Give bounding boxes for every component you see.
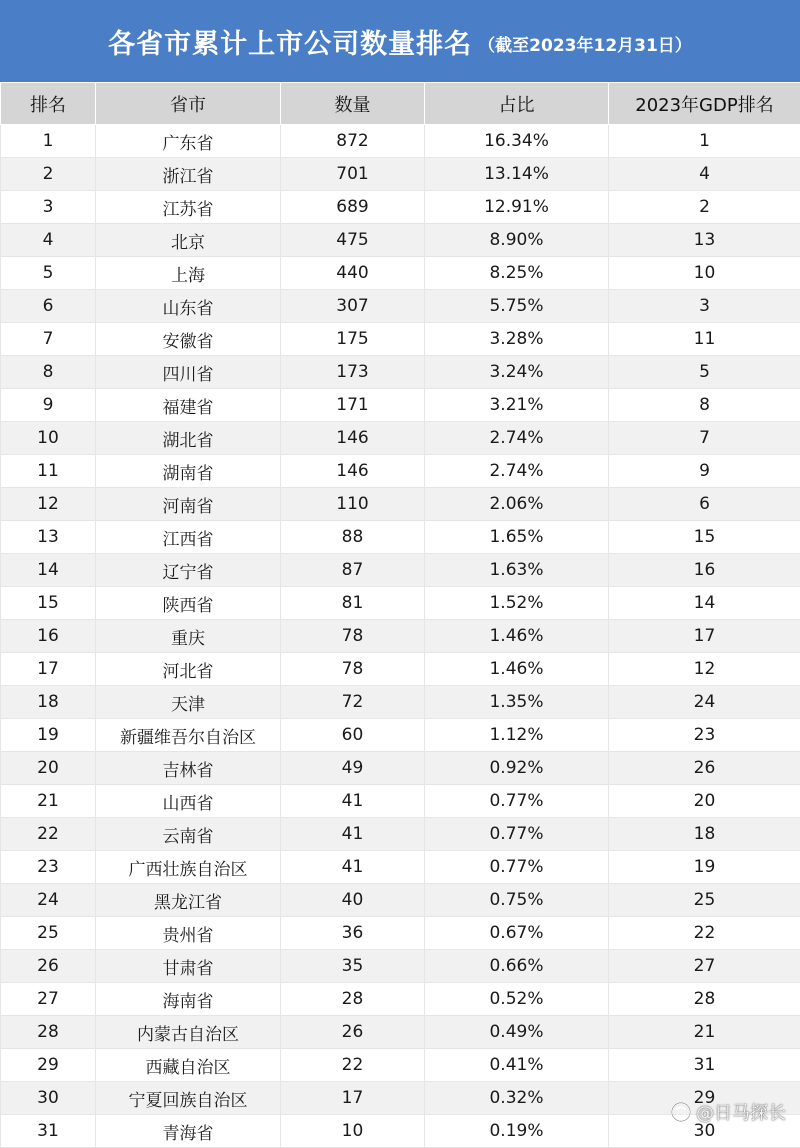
rank-cell: 29: [1, 1049, 96, 1082]
gdp-rank-cell: 11: [609, 323, 800, 356]
table-row: [1, 125, 800, 158]
rank-cell: 11: [1, 455, 96, 488]
gdp-rank-cell: 3: [609, 290, 800, 323]
share-cell: 0.66%: [425, 950, 609, 983]
gdp-rank-cell: 22: [609, 917, 800, 950]
count-cell: 78: [281, 620, 425, 653]
gdp-rank-cell: 24: [609, 686, 800, 719]
province-cell: 陕西省: [96, 587, 281, 620]
province-cell: 湖南省: [96, 455, 281, 488]
rank-cell: 28: [1, 1016, 96, 1049]
province-cell: 浙江省: [96, 158, 281, 191]
share-cell: 0.41%: [425, 1049, 609, 1082]
rank-cell: 9: [1, 389, 96, 422]
rank-cell: 23: [1, 851, 96, 884]
share-cell: 2.74%: [425, 422, 609, 455]
table-row: [1, 620, 800, 653]
count-cell: 40: [281, 884, 425, 917]
share-cell: 1.52%: [425, 587, 609, 620]
rank-cell: 24: [1, 884, 96, 917]
table-row: [1, 422, 800, 455]
count-cell: 41: [281, 818, 425, 851]
gdp-rank-cell: 29: [609, 1082, 800, 1115]
header-share: 占比: [425, 83, 609, 125]
count-cell: 88: [281, 521, 425, 554]
province-cell: 内蒙古自治区: [96, 1016, 281, 1049]
table-row: [1, 1049, 800, 1082]
count-cell: 81: [281, 587, 425, 620]
table-row: [1, 1016, 800, 1049]
table-row: [1, 488, 800, 521]
rank-cell: 14: [1, 554, 96, 587]
table-row: [1, 389, 800, 422]
share-cell: 0.77%: [425, 785, 609, 818]
province-cell: 天津: [96, 686, 281, 719]
share-cell: 0.49%: [425, 1016, 609, 1049]
table-row: [1, 224, 800, 257]
count-cell: 146: [281, 455, 425, 488]
rank-cell: 19: [1, 719, 96, 752]
share-cell: 3.24%: [425, 356, 609, 389]
share-cell: 1.12%: [425, 719, 609, 752]
gdp-rank-cell: 18: [609, 818, 800, 851]
share-cell: 0.67%: [425, 917, 609, 950]
province-cell: 山东省: [96, 290, 281, 323]
province-cell: 北京: [96, 224, 281, 257]
gdp-rank-cell: 6: [609, 488, 800, 521]
page-subtitle: （截至2023年12月31日）: [478, 31, 692, 56]
share-cell: 0.92%: [425, 752, 609, 785]
province-cell: 西藏自治区: [96, 1049, 281, 1082]
count-cell: 475: [281, 224, 425, 257]
province-cell: 甘肃省: [96, 950, 281, 983]
header-province: 省市: [96, 83, 281, 125]
share-cell: 3.28%: [425, 323, 609, 356]
count-cell: 28: [281, 983, 425, 1016]
gdp-rank-cell: 26: [609, 752, 800, 785]
header-count: 数量: [281, 83, 425, 125]
table-row: [1, 158, 800, 191]
gdp-rank-cell: 1: [609, 125, 800, 158]
province-cell: 安徽省: [96, 323, 281, 356]
province-cell: 新疆维吾尔自治区: [96, 719, 281, 752]
table-row: [1, 455, 800, 488]
share-cell: 12.91%: [425, 191, 609, 224]
gdp-rank-cell: 17: [609, 620, 800, 653]
share-cell: 2.06%: [425, 488, 609, 521]
rank-cell: 8: [1, 356, 96, 389]
table-row: [1, 950, 800, 983]
count-cell: 10: [281, 1115, 425, 1148]
count-cell: 689: [281, 191, 425, 224]
table-row: [1, 290, 800, 323]
gdp-rank-cell: 4: [609, 158, 800, 191]
gdp-rank-cell: 31: [609, 1049, 800, 1082]
rank-cell: 4: [1, 224, 96, 257]
province-cell: 江西省: [96, 521, 281, 554]
count-cell: 36: [281, 917, 425, 950]
share-cell: 3.21%: [425, 389, 609, 422]
share-cell: 1.35%: [425, 686, 609, 719]
table-row: [1, 191, 800, 224]
rank-cell: 15: [1, 587, 96, 620]
share-cell: 0.75%: [425, 884, 609, 917]
table-row: [1, 917, 800, 950]
table-header-row: [1, 83, 800, 125]
gdp-rank-cell: 16: [609, 554, 800, 587]
count-cell: 173: [281, 356, 425, 389]
province-cell: 广西壮族自治区: [96, 851, 281, 884]
rank-cell: 5: [1, 257, 96, 290]
table-row: [1, 554, 800, 587]
gdp-rank-cell: 21: [609, 1016, 800, 1049]
rank-cell: 1: [1, 125, 96, 158]
header-gdp-rank: 2023年GDP排名: [609, 83, 800, 125]
count-cell: 440: [281, 257, 425, 290]
rank-cell: 30: [1, 1082, 96, 1115]
gdp-rank-cell: 25: [609, 884, 800, 917]
province-cell: 四川省: [96, 356, 281, 389]
count-cell: 72: [281, 686, 425, 719]
gdp-rank-cell: 20: [609, 785, 800, 818]
count-cell: 17: [281, 1082, 425, 1115]
count-cell: 110: [281, 488, 425, 521]
rank-cell: 27: [1, 983, 96, 1016]
count-cell: 22: [281, 1049, 425, 1082]
rank-cell: 3: [1, 191, 96, 224]
province-cell: 青海省: [96, 1115, 281, 1148]
count-cell: 49: [281, 752, 425, 785]
share-cell: 8.25%: [425, 257, 609, 290]
rank-cell: 31: [1, 1115, 96, 1148]
ranking-table: [0, 82, 800, 1148]
table-row: [1, 257, 800, 290]
count-cell: 87: [281, 554, 425, 587]
table-row: [1, 884, 800, 917]
count-cell: 78: [281, 653, 425, 686]
title-bar: [0, 0, 800, 82]
watermark-text: @日马探长: [696, 1099, 786, 1125]
rank-cell: 18: [1, 686, 96, 719]
count-cell: 60: [281, 719, 425, 752]
gdp-rank-cell: 30: [609, 1115, 800, 1148]
gdp-rank-cell: 9: [609, 455, 800, 488]
province-cell: 辽宁省: [96, 554, 281, 587]
rank-cell: 17: [1, 653, 96, 686]
table-row: [1, 719, 800, 752]
share-cell: 1.46%: [425, 653, 609, 686]
province-cell: 吉林省: [96, 752, 281, 785]
share-cell: 0.32%: [425, 1082, 609, 1115]
header-rank: 排名: [1, 83, 96, 125]
gdp-rank-cell: 15: [609, 521, 800, 554]
gdp-rank-cell: 2: [609, 191, 800, 224]
rank-cell: 25: [1, 917, 96, 950]
table-row: [1, 521, 800, 554]
gdp-rank-cell: 28: [609, 983, 800, 1016]
province-cell: 上海: [96, 257, 281, 290]
rank-cell: 6: [1, 290, 96, 323]
province-cell: 湖北省: [96, 422, 281, 455]
province-cell: 宁夏回族自治区: [96, 1082, 281, 1115]
rank-cell: 7: [1, 323, 96, 356]
rank-cell: 20: [1, 752, 96, 785]
table-body: [1, 125, 800, 1148]
share-cell: 1.63%: [425, 554, 609, 587]
share-cell: 0.19%: [425, 1115, 609, 1148]
count-cell: 41: [281, 785, 425, 818]
table-row: [1, 752, 800, 785]
gdp-rank-cell: 13: [609, 224, 800, 257]
gdp-rank-cell: 19: [609, 851, 800, 884]
province-cell: 黑龙江省: [96, 884, 281, 917]
share-cell: 8.90%: [425, 224, 609, 257]
gdp-rank-cell: 23: [609, 719, 800, 752]
share-cell: 1.65%: [425, 521, 609, 554]
table-row: [1, 983, 800, 1016]
gdp-rank-cell: 7: [609, 422, 800, 455]
rank-cell: 12: [1, 488, 96, 521]
province-cell: 重庆: [96, 620, 281, 653]
gdp-rank-cell: 12: [609, 653, 800, 686]
share-cell: 0.77%: [425, 851, 609, 884]
gdp-rank-cell: 8: [609, 389, 800, 422]
count-cell: 41: [281, 851, 425, 884]
rank-cell: 2: [1, 158, 96, 191]
share-cell: 1.46%: [425, 620, 609, 653]
platform-logo-icon: [670, 1101, 692, 1123]
table-row: [1, 356, 800, 389]
table-row: [1, 323, 800, 356]
table-row: [1, 785, 800, 818]
rank-cell: 22: [1, 818, 96, 851]
table-row: [1, 686, 800, 719]
gdp-rank-cell: 27: [609, 950, 800, 983]
count-cell: 872: [281, 125, 425, 158]
share-cell: 0.77%: [425, 818, 609, 851]
province-cell: 海南省: [96, 983, 281, 1016]
share-cell: 2.74%: [425, 455, 609, 488]
share-cell: 5.75%: [425, 290, 609, 323]
rank-cell: 21: [1, 785, 96, 818]
count-cell: 307: [281, 290, 425, 323]
province-cell: 江苏省: [96, 191, 281, 224]
count-cell: 701: [281, 158, 425, 191]
province-cell: 河北省: [96, 653, 281, 686]
table-row: [1, 587, 800, 620]
province-cell: 福建省: [96, 389, 281, 422]
share-cell: 0.52%: [425, 983, 609, 1016]
table-row: [1, 653, 800, 686]
count-cell: 146: [281, 422, 425, 455]
province-cell: 广东省: [96, 125, 281, 158]
rank-cell: 26: [1, 950, 96, 983]
rank-cell: 16: [1, 620, 96, 653]
count-cell: 35: [281, 950, 425, 983]
count-cell: 171: [281, 389, 425, 422]
rank-cell: 10: [1, 422, 96, 455]
share-cell: 16.34%: [425, 125, 609, 158]
province-cell: 云南省: [96, 818, 281, 851]
gdp-rank-cell: 5: [609, 356, 800, 389]
table-row: [1, 818, 800, 851]
count-cell: 26: [281, 1016, 425, 1049]
watermark: [670, 1099, 786, 1125]
province-cell: 贵州省: [96, 917, 281, 950]
province-cell: 河南省: [96, 488, 281, 521]
gdp-rank-cell: 14: [609, 587, 800, 620]
rank-cell: 13: [1, 521, 96, 554]
table-row: [1, 851, 800, 884]
share-cell: 13.14%: [425, 158, 609, 191]
gdp-rank-cell: 10: [609, 257, 800, 290]
province-cell: 山西省: [96, 785, 281, 818]
page-title: 各省市累计上市公司数量排名: [108, 22, 472, 61]
count-cell: 175: [281, 323, 425, 356]
